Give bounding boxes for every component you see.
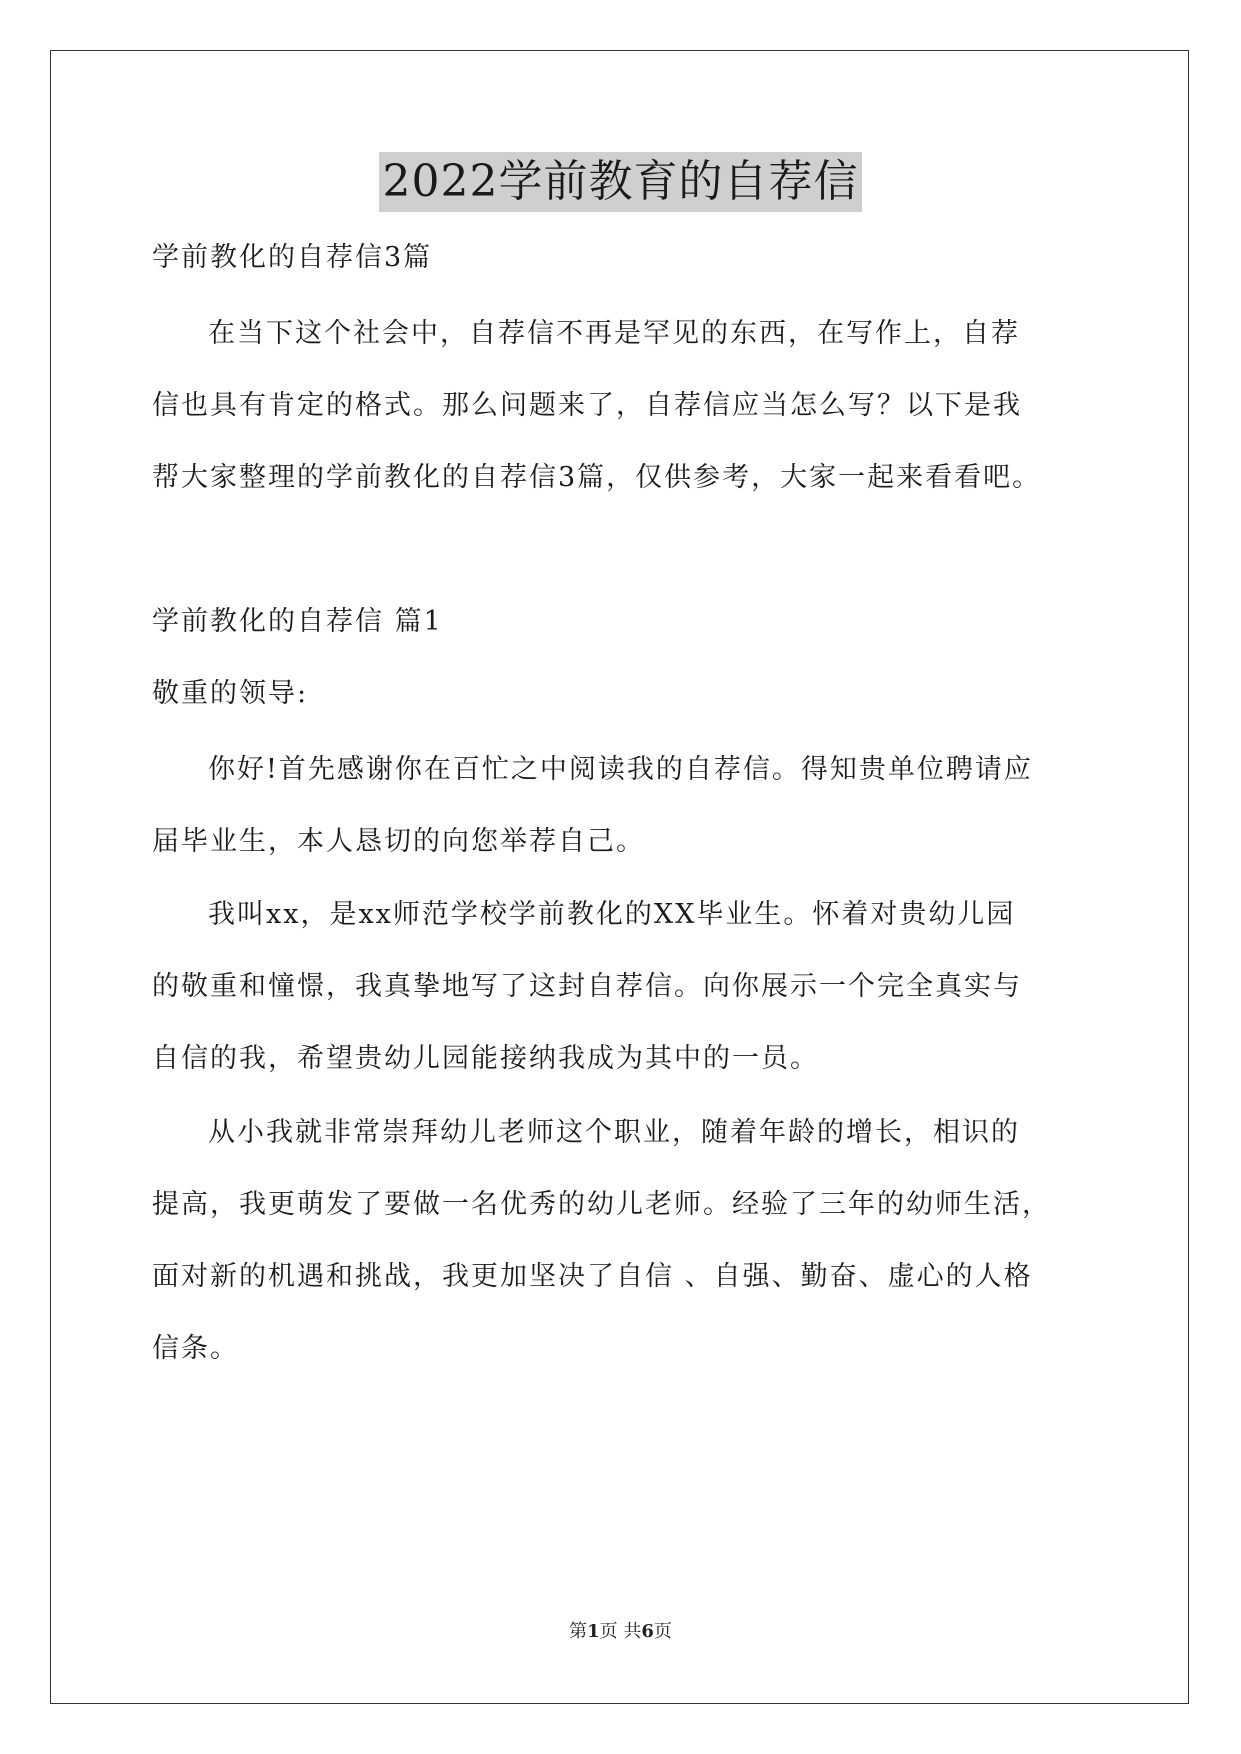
document-title: 2022学前教育的自荐信 [379,152,863,212]
section-heading: 学前教化的自荐信 篇1 [152,606,443,637]
title-container [0,152,1241,212]
footer-page-suffix: 页 [653,1621,672,1642]
paragraph-3-line-2: 提高，我更萌发了要做一名优秀的幼儿老师。经验了三年的幼师生活， [152,1189,1051,1220]
salutation: 敬重的领导: [152,678,309,709]
footer-page-prefix: 第 [569,1621,588,1642]
paragraph-1-line-2: 届毕业生，本人恳切的向您举荐自己。 [152,826,645,857]
paragraph-2-line-1: 我叫xx，是xx师范学校学前教化的XX毕业生。怀着对贵幼儿园 [208,899,1016,930]
subtitle-line: 学前教化的自荐信3篇 [152,242,433,273]
intro-paragraph-line-3: 帮大家整理的学前教化的自荐信3篇，仅供参考，大家一起来看看吧。 [152,462,1042,493]
intro-paragraph-line-2: 信也具有肯定的格式。那么问题来了，自荐信应当怎么写？以下是我 [152,390,1022,421]
paragraph-2-line-2: 的敬重和憧憬，我真挚地写了这封自荐信。向你展示一个完全真实与 [152,971,1022,1002]
page-footer [0,1620,1241,1644]
intro-paragraph-line-1: 在当下这个社会中，自荐信不再是罕见的东西，在写作上，自荐 [208,318,1020,349]
paragraph-1-line-1: 你好!首先感谢你在百忙之中阅读我的自荐信。得知贵单位聘请应 [208,754,1033,785]
page-border [50,50,1189,1704]
footer-page-current: 1 [587,1621,600,1642]
paragraph-3-line-3: 面对新的机遇和挑战，我更加坚决了自信 、自强、勤奋、虚心的人格 [152,1261,1033,1292]
paragraph-3-line-1: 从小我就非常崇拜幼儿老师这个职业，随着年龄的增长，相识的 [208,1117,1020,1148]
paragraph-2-line-3: 自信的我，希望贵幼儿园能接纳我成为其中的一员。 [152,1043,819,1074]
footer-page-total: 6 [641,1621,654,1642]
paragraph-3-line-4: 信条。 [152,1333,239,1364]
footer-page-mid: 页 共 [599,1621,642,1642]
